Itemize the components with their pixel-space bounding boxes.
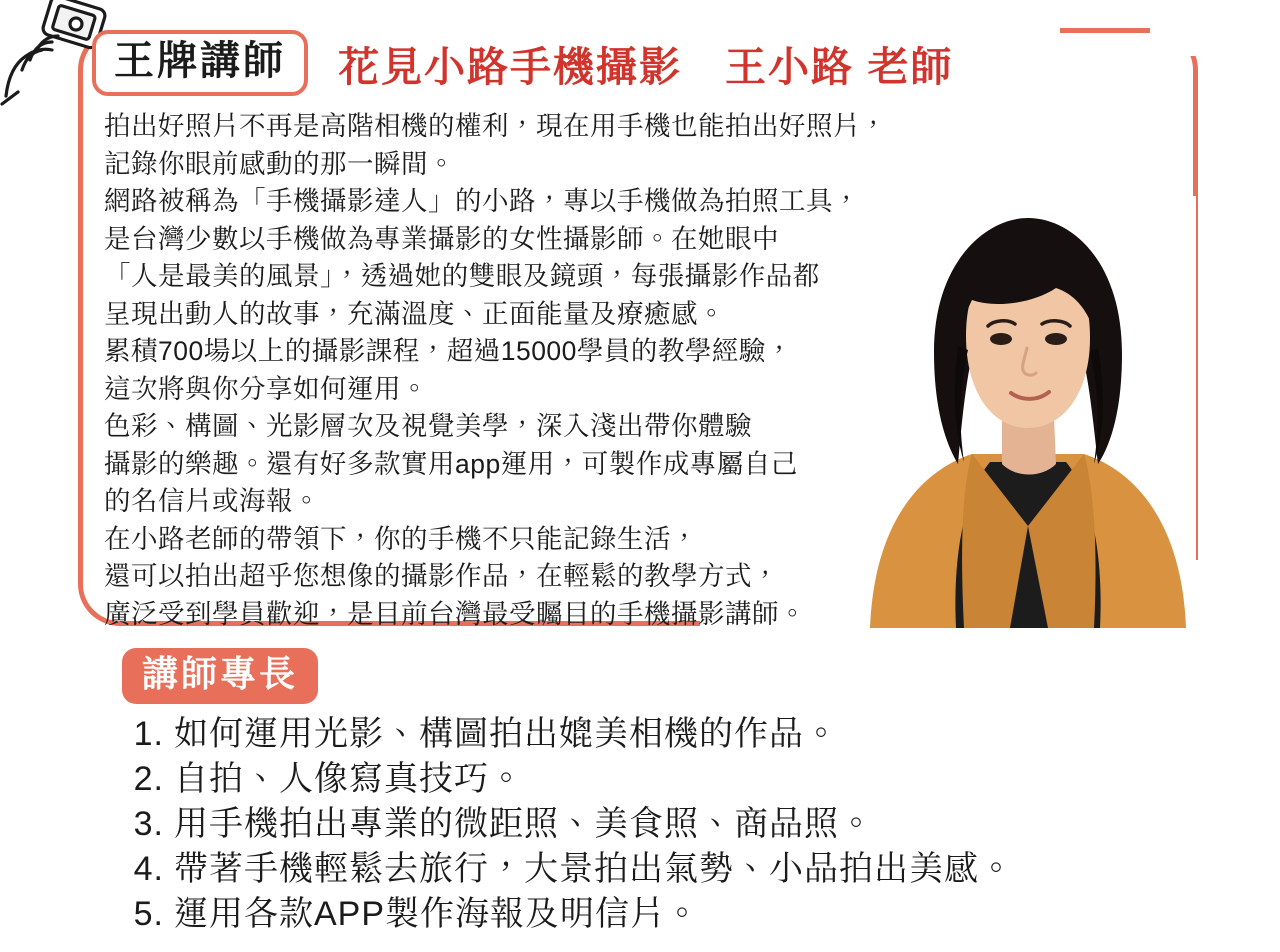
specialties-list [118, 712, 1238, 937]
list-item-number: 4. [133, 850, 164, 888]
bio-line: 的名信片或海報。 [104, 486, 320, 516]
bio-line: 色彩、構圖、光影層次及視覺美學，深入淺出帶你體驗 [104, 411, 752, 441]
bio-line: 拍出好照片不再是高階相機的權利，現在用手機也能拍出好照片， [104, 111, 887, 141]
specialties-badge [122, 648, 318, 704]
list-item-label: 如何運用光影、構圖拍出媲美相機的作品。 [174, 715, 839, 753]
list-item-number: 1. [133, 715, 164, 753]
bio-line: 累積700場以上的攝影課程，超過15000學員的教學經驗， [104, 336, 793, 366]
instructor-badge-label: 王牌講師 [114, 39, 286, 83]
list-item-number: 2. [133, 760, 164, 798]
list-item-label: 帶著手機輕鬆去旅行，大景拍出氣勢、小品拍出美感。 [174, 850, 1014, 888]
bio-line: 記錄你眼前感動的那一瞬間。 [104, 148, 455, 179]
bio-line: 廣泛受到學員歡迎，是目前台灣最受矚目的手機攝影講師。 [104, 598, 806, 629]
list-item [118, 892, 1238, 937]
frame-mask-corner [1150, 20, 1210, 56]
bio-line: 在小路老師的帶領下，你的手機不只能記錄生活， [104, 523, 698, 554]
header-row [92, 30, 953, 96]
list-item-label: 運用各款APP製作海報及明信片。 [174, 895, 701, 933]
bio-text [104, 108, 964, 633]
page-title: 花見小路手機攝影 王小路 老師 [338, 43, 954, 90]
bio-line: 還可以拍出超乎您想像的攝影作品，在輕鬆的教學方式， [104, 561, 779, 591]
bio-line: 「人是最美的風景」，透過她的雙眼及鏡頭，每張攝影作品都 [104, 261, 820, 291]
list-item-label: 用手機拍出專業的微距照、美食照、商品照。 [174, 805, 874, 843]
list-item-number: 5. [133, 895, 164, 933]
list-item-number: 3. [133, 805, 164, 843]
bio-line: 呈現出動人的故事，充滿溫度、正面能量及療癒感。 [104, 298, 725, 329]
list-item-label: 自拍、人像寫真技巧。 [174, 760, 524, 798]
list-item [118, 757, 1238, 802]
bio-line: 網路被稱為「手機攝影達人」的小路，專以手機做為拍照工具， [104, 186, 860, 216]
list-item [118, 847, 1238, 892]
bio-line: 是台灣少數以手機做為專業攝影的女性攝影師。在她眼中 [104, 223, 779, 254]
instructor-photo [860, 196, 1196, 628]
list-item [118, 712, 1238, 757]
bio-line: 攝影的樂趣。還有好多款實用app運用，可製作成專屬自己 [104, 448, 798, 479]
specialties-badge-label: 講師專長 [142, 653, 299, 694]
bio-line: 這次將與你分享如何運用。 [104, 373, 428, 404]
instructor-badge [92, 30, 308, 96]
list-item [118, 802, 1238, 847]
